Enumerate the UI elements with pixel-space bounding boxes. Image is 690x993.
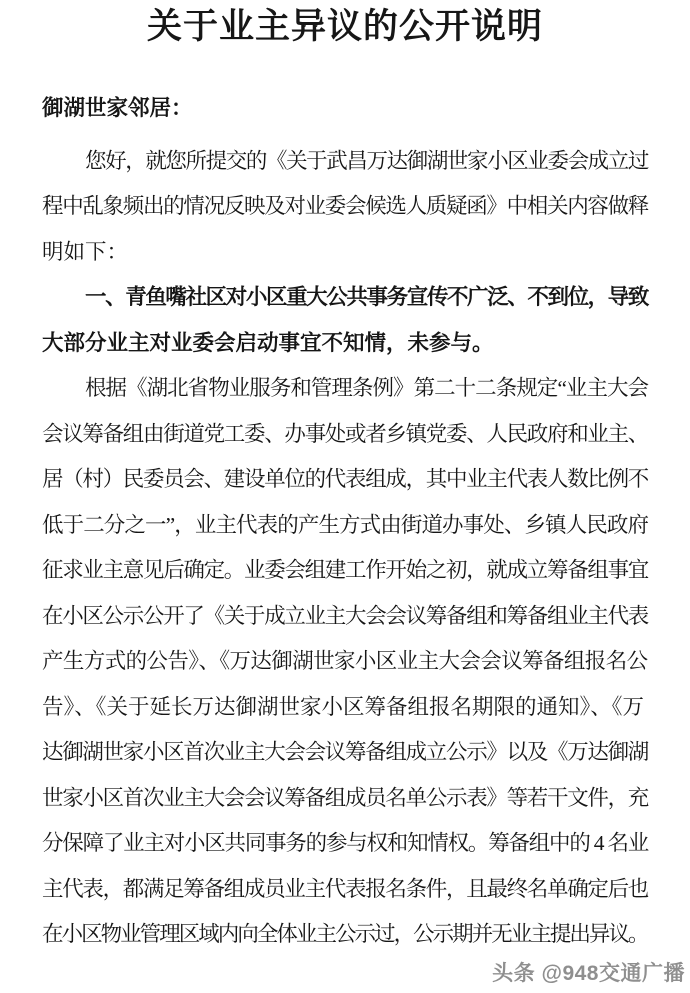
body-line: 世家小区首次业主大会会议筹备组成员名单公示表》等若干文件，充	[42, 785, 649, 810]
section-heading-line: 一、青鱼嘴社区对小区重大公共事务宣传不广泛、不到位，导致	[85, 285, 649, 309]
watermark-badge: 头条 @948交通广播	[492, 962, 685, 985]
body-line: 您好，就您所提交的《关于武昌万达御湖世家小区业委会成立过	[85, 148, 649, 173]
body-line: 会议筹备组由街道党工委、办事处或者乡镇党委、人民政府和业主、	[42, 421, 649, 446]
body-line: 征求业主意见后确定。业委会组建工作开始之初，就成立筹备组事宜	[42, 558, 649, 582]
salutation: 御湖世家邻居：	[42, 96, 193, 120]
body-line: 在小区公示公开了《关于成立业主大会会议筹备组和筹备组业主代表	[42, 603, 649, 628]
body-line: 分保障了业主对小区共同事务的参与权和知情权。筹备组中的 4 名业	[42, 831, 649, 855]
section-heading-line: 大部分业主对业委会启动事宜不知情，未参与。	[42, 330, 494, 355]
body-line: 明如下：	[42, 239, 129, 264]
body-line: 在小区物业管理区域内向全体业主公示过，公示期并无业主提出异议。	[42, 922, 648, 946]
body-line: 告》、《关于延长万达御湖世家小区筹备组报名期限的通知》、《万	[42, 694, 645, 719]
body-line: 达御湖世家小区首次业主大会会议筹备组成立公示》以及《万达御湖	[42, 740, 649, 764]
document-title: 关于业主异议的公开说明	[146, 7, 543, 46]
body-line: 主代表，都满足筹备组成员业主代表报名条件，且最终名单确定后也	[42, 876, 649, 901]
body-line: 低于二分之一”，业主代表的产生方式由街道办事处、乡镇人民政府	[42, 512, 649, 537]
body-line: 根据《湖北省物业服务和管理条例》第二十二条规定“业主大会	[85, 376, 649, 400]
title-spacer	[42, 50, 648, 86]
body-line: 程中乱象频出的情况反映及对业委会候选人质疑函》中相关内容做释	[42, 194, 649, 218]
body-line: 产生方式的公告》、《万达御湖世家小区业主大会会议筹备组报名公	[42, 649, 648, 673]
body-line: 居（村）民委员会、建设单位的代表组成，其中业主代表人数比例不	[42, 467, 649, 491]
